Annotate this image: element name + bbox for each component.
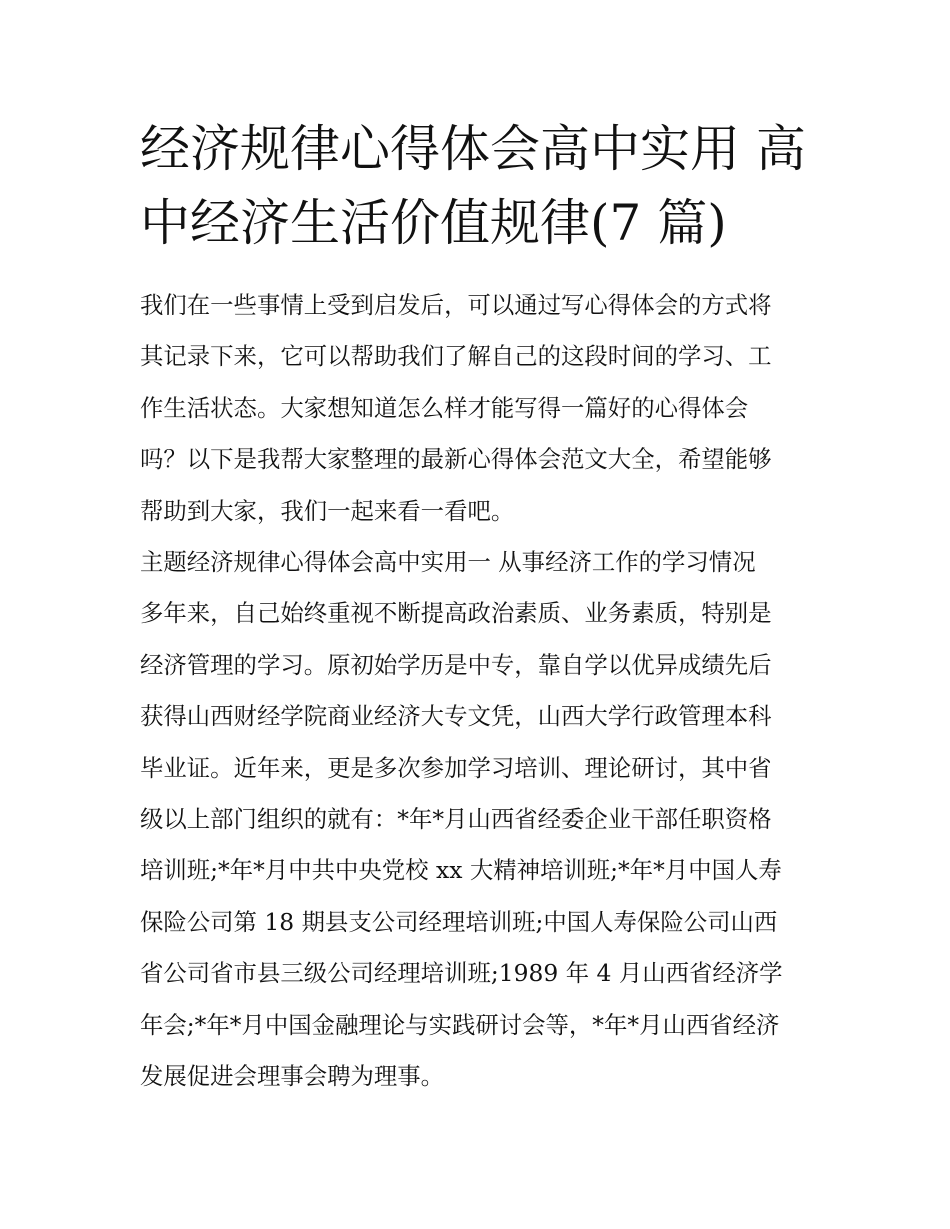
document-body <box>140 280 830 1103</box>
title-line-1: 经济规律心得体会高中实用 高 <box>140 120 806 178</box>
section-heading-text: 主题经济规律心得体会高中实用一 从事经济工作的学习情况 <box>140 548 756 577</box>
body-line: 获得山西财经学院商业经济大专文凭，山西大学行政管理本科 <box>140 702 772 731</box>
intro-paragraph <box>140 280 830 537</box>
document-title <box>140 112 830 260</box>
intro-line: 帮助到大家，我们一起来看一看吧。 <box>140 496 515 525</box>
intro-line: 吗？以下是我帮大家整理的最新心得体会范文大全，希望能够 <box>140 445 772 474</box>
intro-line: 我们在一些事情上受到启发后，可以通过写心得体会的方式将 <box>140 291 772 319</box>
title-line-2: 中经济生活价值规律(7 篇) <box>140 194 727 252</box>
body-paragraph <box>140 588 830 1102</box>
body-line: 省公司省市县三级公司经理培训班;1989 年 4 月山西省经济学 <box>140 959 783 988</box>
body-line: 毕业证。近年来，更是多次参加学习培训、理论研讨，其中省 <box>140 753 772 782</box>
section-heading <box>140 537 830 588</box>
body-line: 保险公司第 18 期县支公司经理培训班;中国人寿保险公司山西 <box>140 907 778 936</box>
body-line: 多年来，自己始终重视不断提高政治素质、业务素质，特别是 <box>140 599 772 628</box>
body-line: 培训班;*年*月中共中央党校 xx 大精神培训班;*年*月中国人寿 <box>140 856 782 885</box>
body-line: 年会;*年*月中国金融理论与实践研讨会等，*年*月山西省经济 <box>140 1010 780 1039</box>
body-line: 级以上部门组织的就有：*年*月山西省经委企业干部任职资格 <box>140 805 772 834</box>
body-line: 经济管理的学习。原初始学历是中专，靠自学以优异成绩先后 <box>140 650 772 679</box>
intro-line: 作生活状态。大家想知道怎么样才能写得一篇好的心得体会 <box>140 393 749 422</box>
intro-line: 其记录下来，它可以帮助我们了解自己的这段时间的学习、工 <box>140 342 772 371</box>
body-line: 发展促进会理事会聘为理事。 <box>140 1062 445 1091</box>
